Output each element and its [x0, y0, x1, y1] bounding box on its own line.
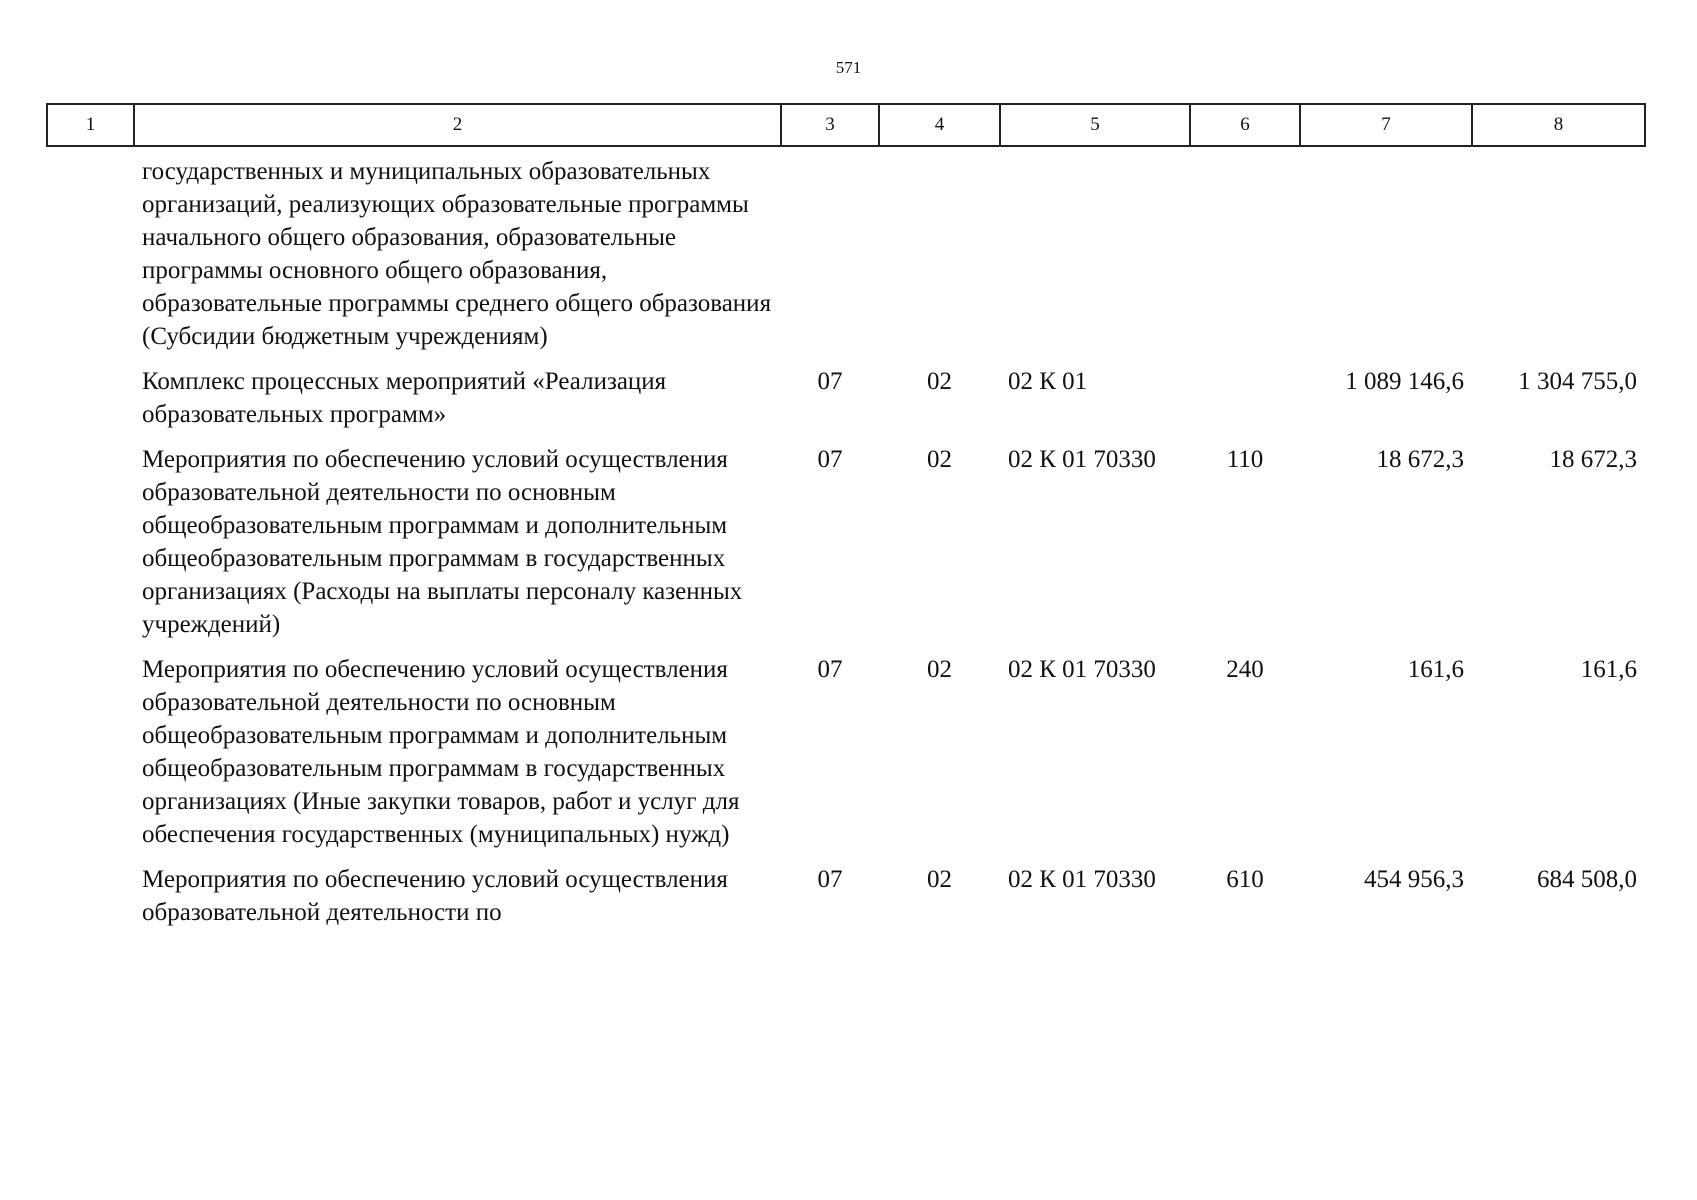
row-name-cell: государственных и муниципальных образовательных организаций, реализующих образовательные программы начального общего образования, образовательные программы основного общего образования, образовательные программы среднего общего образования (Субсидии бюджетным учреждениям)	[142, 158, 772, 350]
row-name-cell: Мероприятия по обеспечению условий осуществления образовательной деятельности по основным общеобразовательным программам и дополнительным общеобразовательным программам в государственных организациях (Иные закупки товаров, работ и услуг для обеспечения государственных (муниципальных) нужд)	[142, 656, 740, 848]
budget-table	[46, 103, 1646, 941]
row-expense-type-cell	[1190, 365, 1300, 443]
row-indicator-cell	[47, 443, 134, 653]
row-expense-type-cell: 610	[1226, 866, 1264, 893]
column-header-3: 3	[781, 104, 879, 146]
column-header-2: 2	[134, 104, 781, 146]
table-row	[47, 146, 1645, 365]
table-row	[47, 863, 1645, 941]
column-number-header-row	[47, 104, 1645, 146]
row-subsection-cell: 02	[927, 866, 952, 893]
row-subsection-cell: 02	[927, 368, 952, 395]
row-indicator-cell	[47, 146, 134, 365]
row-target-article-cell	[1000, 146, 1190, 365]
row-target-article-cell: 02 К 01 70330	[1008, 446, 1156, 473]
row-sum-col7-cell: 454 956,3	[1364, 866, 1464, 893]
row-sum-col7-cell: 161,6	[1407, 656, 1464, 683]
row-sum-col8-cell: 18 672,3	[1549, 446, 1637, 473]
row-name-cell: Мероприятия по обеспечению условий осуществления образовательной деятельности по основным общеобразовательным программам и дополнительным общеобразовательным программам в государственных организациях (Расходы на выплаты персоналу казенных учреждений)	[142, 446, 743, 638]
row-section-cell: 07	[817, 866, 843, 893]
row-target-article-cell: 02 К 01	[1008, 368, 1088, 395]
column-header-4: 4	[879, 104, 1000, 146]
row-sum-col7-cell	[1300, 146, 1472, 365]
column-header-1: 1	[47, 104, 134, 146]
row-section-cell: 07	[817, 446, 843, 473]
column-header-6: 6	[1190, 104, 1300, 146]
row-indicator-cell	[47, 863, 134, 941]
row-target-article-cell: 02 К 01 70330	[1008, 656, 1156, 683]
column-header-8: 8	[1472, 104, 1645, 146]
row-sum-col8-cell: 1 304 755,0	[1518, 368, 1637, 395]
row-name-cell: Мероприятия по обеспечению условий осуществления образовательной деятельности по	[142, 866, 728, 926]
row-subsection-cell	[879, 146, 1000, 365]
row-subsection-cell: 02	[927, 446, 952, 473]
row-section-cell	[781, 146, 879, 365]
row-sum-col7-cell: 18 672,3	[1376, 446, 1464, 473]
row-indicator-cell	[47, 365, 134, 443]
column-header-7: 7	[1300, 104, 1472, 146]
row-section-cell: 07	[817, 368, 843, 395]
row-indicator-cell	[47, 653, 134, 863]
row-subsection-cell: 02	[927, 656, 952, 683]
table-row	[47, 443, 1645, 653]
row-section-cell: 07	[817, 656, 843, 683]
table-row	[47, 365, 1645, 443]
row-expense-type-cell	[1190, 146, 1300, 365]
row-name-cell: Комплекс процессных мероприятий «Реализация образовательных программ»	[142, 368, 667, 428]
column-header-5: 5	[1000, 104, 1190, 146]
row-expense-type-cell: 240	[1226, 656, 1264, 683]
row-target-article-cell: 02 К 01 70330	[1008, 866, 1156, 893]
row-sum-col7-cell: 1 089 146,6	[1345, 368, 1464, 395]
row-sum-col8-cell	[1472, 146, 1645, 365]
row-sum-col8-cell: 684 508,0	[1537, 866, 1637, 893]
page-number: 571	[835, 58, 862, 77]
table-row	[47, 653, 1645, 863]
row-sum-col8-cell: 161,6	[1580, 656, 1637, 683]
row-expense-type-cell: 110	[1226, 446, 1264, 473]
